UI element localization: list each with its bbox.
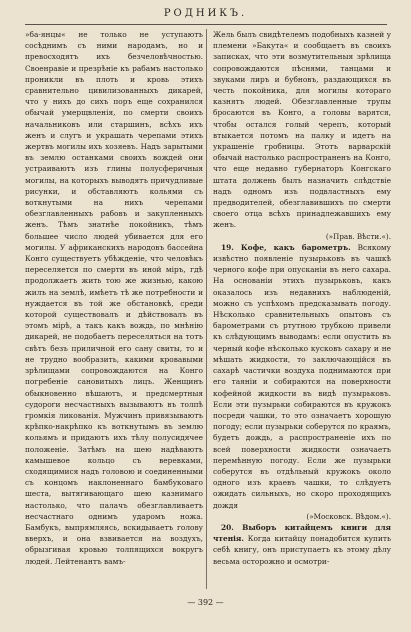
left-paragraph: »ба-янцы« не только не уступаютъ сосѣднимъ съ ними народамъ, но и превосходятъ ихъ безчеловѣчностью. Своенравіе и презрѣніе къ рабамъ настолько проникли въ плоть и кровь этихъ сравнительно цивилизованныхъ дикарей, что у нихъ до сихъ поръ еще сохранился обычай умерщвленія, по смерти своихъ начальниковъ или старшинъ, всѣхъ ихъ женъ и слугъ и украшать черепами этихъ жертвъ могилы ихъ хозяевъ. Надъ зарытыми въ землю останками своихъ вождей они устраиваютъ изъ глины полусферичныя могилы, на которыхъ выводятъ причудливые рисунки, и обставляютъ кольями съ воткнутыми на нихъ черепами обезглавленныхъ рабовъ и закупленныхъ женъ. Тѣмъ знатнѣе покойникъ, тѣмъ большее число людей убивается для его могилы. У африканскихъ народовъ бассейна Конго существуетъ убѣжденіе, что человѣкъ переселяется по смерти въ иной міръ, гдѣ продолжаетъ жить тою же жизнью, какою жилъ на землѣ, имѣетъ тѣ же потребности и нуждается въ той же обстановкѣ, среди которой существовалъ и дѣйствовалъ въ этомъ мірѣ, а такъ какъ вождь, по мнѣнію дикарей, не подобаетъ переселяться на тотъ свѣтъ безъ приличной его сану свиты, то и не трудно вообразить, какими кровавыми зрѣлищами сопровождаются на Конго погребеніе сановитыхъ лицъ. Женщинъ обыкновенно вѣшаютъ, и предсмертныя судороги несчастныхъ вызываютъ въ толпѣ громкія ликованія. Мужчинъ привязываютъ крѣпко-накрѣпко къ воткнутымъ въ землю кольямъ и придаютъ ихъ тѣлу полусидячее положеніе. Затѣмъ на шею надѣваютъ камышевое кольцо съ веревками, сходящимися надъ головою и соединенными съ концомъ наклоненнаго бамбуковаго шеста, вытягивающаго шею казнимаго настолько, что палачъ обезглавливаетъ несчастнаго однимъ ударомъ ножа. Бамбукъ, выпрямляясь, вскидываетъ голову вверхъ, и она взвивается на воздухъ, обрызгивая кровью толпящихся вокругъ людей. Лейтенантъ вамъ-: [25, 30, 203, 566]
section-19-text: Всякому извѣстно появленіе пузырьковъ въ чашкѣ черного кофе при опусканіи въ него сахара. На основаніи этихъ пузырьковъ, какъ оказалось изъ недавнихъ наблюденій, можно съ успѣхомъ предсказывать погоду. Нѣсколько сравнительныхъ опытовъ съ барометрами съ ртутною трубкою привели къ слѣдующимъ выводамъ: если опустить въ черный кофе нѣсколько кусковъ сахару и не мѣшать жидкости, то заключающійся въ сахарѣ частички воздуха поднимаются при его таяніи и собираются на поверхности кофейной жидкости въ видѣ пузырьковъ. Если эти пузырьки собираются въ кружокъ посреди чашки, то это означаетъ хорошую погоду; если пузырьки соберутся по краямъ, будетъ дождь, а распространеніе ихъ по всей поверхности жидкости означаетъ перемѣнную погоду. Если же пузырьки соберутся въ отдѣльный кружокъ около одного изъ краевъ чашки, то слѣдуетъ ожидать сильныхъ, но скоро проходящихъ дождя: [213, 242, 391, 510]
right-column: [213, 29, 391, 589]
section-20: [213, 522, 391, 567]
right-paragraph: Жель былъ свидѣтелемъ подобныхъ казней у племени »Бакута« и сообщаетъ въ своихъ записках, что эти возмутительныя зрѣлища сопровождаются пѣснями, танцами и звуками лиръ и бубновъ, раздающихся въ честь покойника, для могилы котораго казнятъ людей. Обезглавленные трупы бросаются въ Конго, а головы варятся, чтобы остался голый черепъ, который втыкается потомъ на палку и идетъ на украшеніе гробницы. Этотъ варварскій обычай настолько распространенъ на Конго, что еще недавно губернаторъ Конгскаго штата должень былъ назначить слѣдствіе надъ одномъ изъ подвластныхъ ему предводителей, обезглавившихъ по смерти своего отца всѣхъ принадлежавшихъ ему женъ.: [213, 30, 391, 230]
source-citation-2: (»Московск. Вѣдом.«).: [306, 511, 391, 521]
section-20-title: 20. Выборъ китайцемъ книги для чтенія.: [213, 522, 391, 544]
source-citation: (»Прав. Вѣсти.«).: [325, 231, 391, 241]
section-19: [213, 242, 391, 511]
page-header: РОДНИКЪ.: [163, 8, 248, 19]
left-column: [25, 29, 203, 589]
column-divider: [206, 29, 207, 589]
section-19-title: 19. Кофе, какъ барометръ.: [221, 242, 351, 252]
page-number: — 392 —: [187, 598, 224, 607]
section-20-text: Когда китайцу понадобится купить себѣ книгу, онъ приступаетъ къ этому дѣлу весьма осторожно и осмотри-: [213, 534, 391, 566]
header-rule: [25, 24, 387, 25]
